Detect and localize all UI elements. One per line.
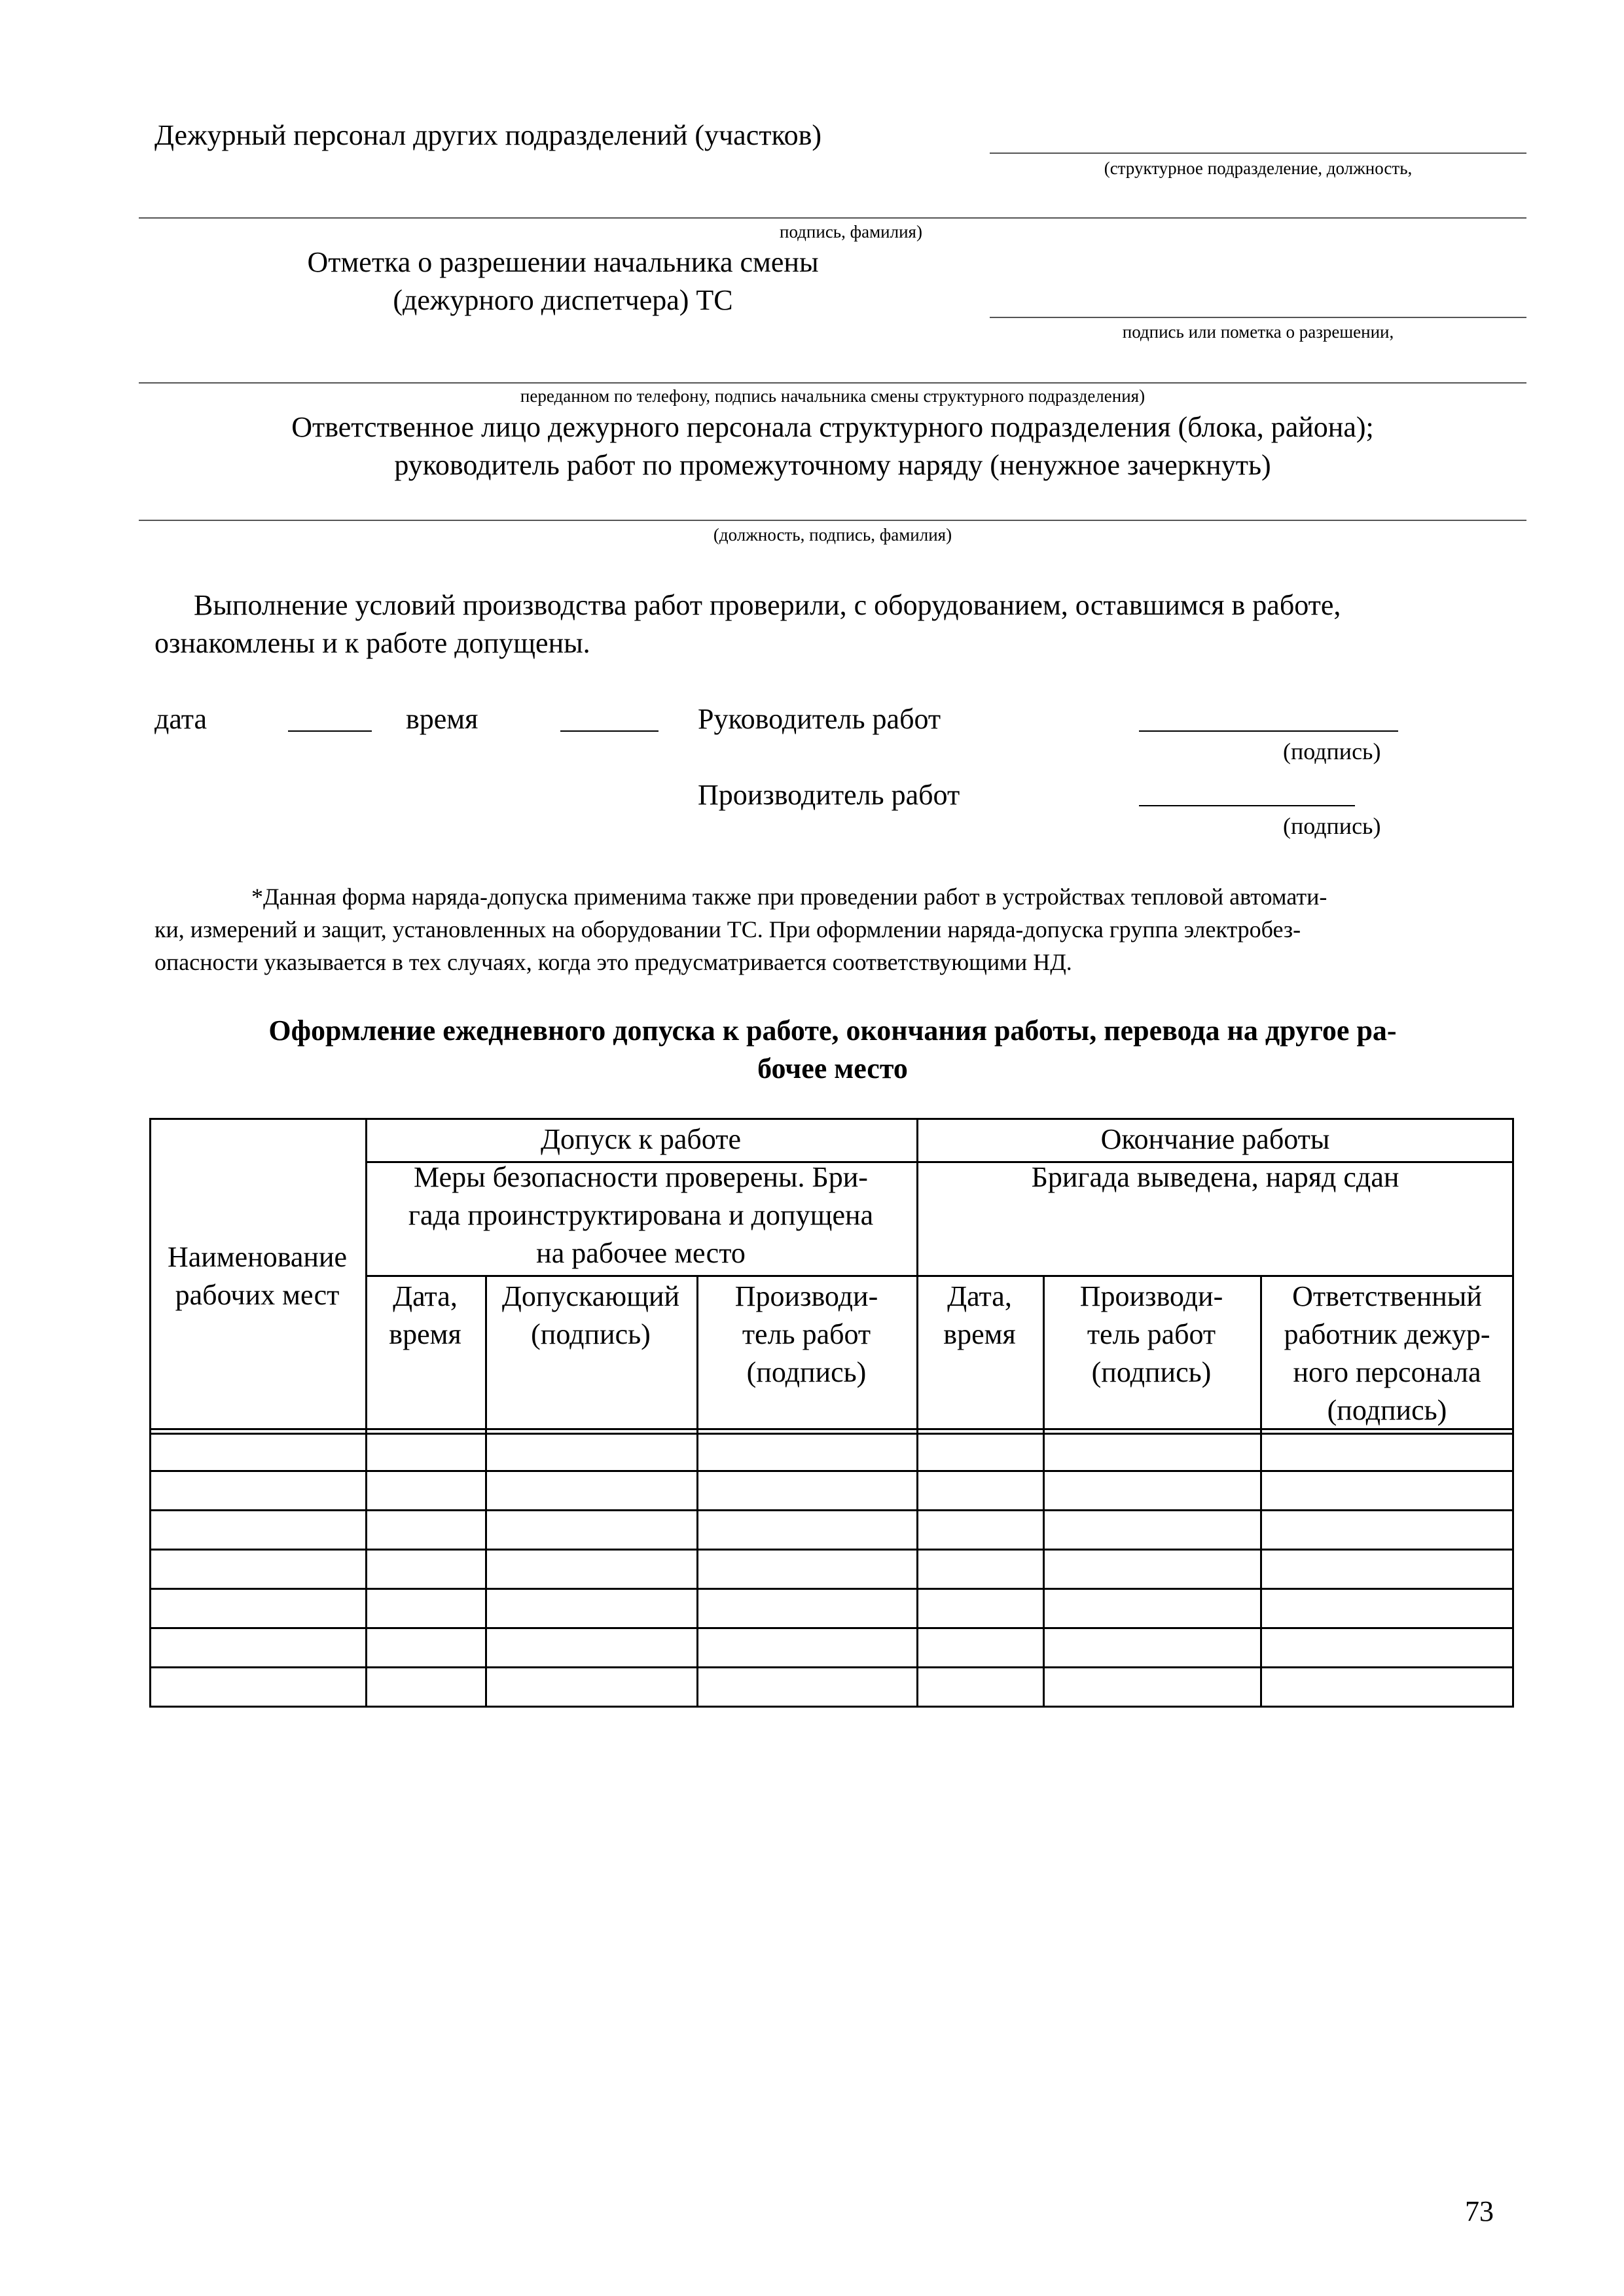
- header-producer-2-line: тель работ: [1087, 1318, 1216, 1350]
- table-border-left: [149, 1118, 151, 1707]
- header-producer-1: [696, 1278, 916, 1391]
- producer-signature-line[interactable]: [1139, 805, 1355, 806]
- duty-staff-label: Дежурный персонал других подразделений (участков): [154, 119, 822, 151]
- permission-line-2: [139, 382, 1526, 384]
- header-admission-note-line: гада проинструктирована и допущена: [408, 1199, 874, 1231]
- header-date-1-line: Дата,: [393, 1280, 458, 1312]
- header-admitting-line: (подпись): [531, 1318, 651, 1350]
- table-border-bottom: [149, 1706, 1514, 1708]
- header-workplace-line: рабочих мест: [175, 1279, 340, 1311]
- duty-staff-line-2: [139, 217, 1526, 219]
- header-responsible-line: работник дежур-: [1284, 1318, 1490, 1350]
- table-row-line: [149, 1666, 1514, 1668]
- table-row-line: [149, 1470, 1514, 1472]
- permission-label-2: (дежурного диспетчера) ТС: [393, 284, 733, 316]
- permission-line: [990, 317, 1526, 318]
- header-admitting-line: Допускающий: [501, 1280, 680, 1312]
- header-producer-2: [1043, 1278, 1260, 1391]
- table-line-note: [365, 1275, 1514, 1277]
- table-row-line: [149, 1509, 1514, 1511]
- header-date-2-line: время: [943, 1318, 1016, 1350]
- table-row-line: [149, 1549, 1514, 1551]
- duty-staff-caption-1: (структурное подразделение, должность,: [1104, 158, 1413, 178]
- producer-signature-caption: (подпись): [1283, 813, 1381, 839]
- section-title-line-2: бочее место: [757, 1052, 908, 1085]
- header-admitting: [485, 1278, 696, 1354]
- time-label: время: [406, 703, 478, 735]
- responsible-line: [139, 520, 1526, 521]
- responsible-caption: (должность, подпись, фамилия): [713, 525, 952, 545]
- footnote-line-3: опасности указывается в тех случаях, когда это предусматривается соответствующими НД.: [154, 949, 1072, 975]
- manager-label: Руководитель работ: [698, 703, 941, 735]
- table-col-line: [916, 1118, 918, 1707]
- header-date-2: [916, 1278, 1043, 1354]
- table-row-line: [149, 1627, 1514, 1629]
- permission-caption-2: переданном по телефону, подпись начальника смены структурного подразделения): [520, 386, 1146, 406]
- footnote-line-1: *Данная форма наряда-допуска применима также при проведении работ в устройствах тепловой автомати-: [251, 884, 1327, 910]
- header-responsible: [1260, 1278, 1514, 1429]
- header-date-1-line: время: [389, 1318, 461, 1350]
- footnote-line-2: ки, измерений и защит, установленных на оборудовании ТС. При оформлении наряда-допуска группа электробез-: [154, 916, 1301, 942]
- verification-line-1: Выполнение условий производства работ проверили, с оборудованием, оставшимся в работе,: [194, 589, 1341, 621]
- section-title-line-1: Оформление ежедневного допуска к работе, окончания работы, перевода на другое ра-: [268, 1014, 1397, 1047]
- table-row-line: [149, 1588, 1514, 1590]
- header-admission-note: [365, 1158, 916, 1272]
- duty-staff-line: [990, 152, 1526, 154]
- header-producer-1-line: Производи-: [734, 1280, 878, 1312]
- header-producer-1-line: (подпись): [746, 1356, 867, 1388]
- page-number: 73: [1465, 2195, 1494, 2227]
- header-date-2-line: Дата,: [947, 1280, 1012, 1312]
- header-responsible-line: Ответственный: [1292, 1280, 1482, 1312]
- header-responsible-line: ного персонала: [1293, 1356, 1481, 1388]
- header-completion-note: Бригада выведена, наряд сдан: [1031, 1161, 1399, 1193]
- table-border-top: [149, 1118, 1514, 1120]
- header-responsible-line: (подпись): [1327, 1394, 1447, 1426]
- header-producer-2-line: (подпись): [1091, 1356, 1212, 1388]
- header-admission-note-line: на рабочее место: [536, 1237, 746, 1269]
- producer-label: Производитель работ: [698, 779, 960, 811]
- date-label: дата: [154, 703, 208, 735]
- verification-line-2: ознакомлены и к работе допущены.: [154, 627, 590, 659]
- header-completion-group: Окончание работы: [1100, 1123, 1330, 1155]
- header-workplace-line: Наименование: [167, 1241, 348, 1273]
- header-producer-1-line: тель работ: [742, 1318, 871, 1350]
- permission-label-1: Отметка о разрешении начальника смены: [307, 246, 819, 278]
- duty-staff-caption-2: подпись, фамилия): [780, 222, 922, 242]
- manager-signature-caption: (подпись): [1283, 738, 1381, 764]
- admission-table: [149, 1118, 1514, 1715]
- responsible-label-2: руководитель работ по промежуточному наряду (ненужное зачеркнуть): [394, 449, 1271, 481]
- header-workplace: [149, 1238, 365, 1314]
- responsible-label-1: Ответственное лицо дежурного персонала структурного подразделения (блока, района);: [291, 411, 1374, 443]
- header-date-1: [365, 1278, 485, 1354]
- header-producer-2-line: Производи-: [1079, 1280, 1223, 1312]
- manager-signature-line[interactable]: [1139, 730, 1398, 732]
- table-line-header-end-2: [149, 1433, 1514, 1435]
- header-admission-group: Допуск к работе: [541, 1123, 741, 1155]
- header-admission-note-line: Меры безопасности проверены. Бри-: [414, 1161, 868, 1193]
- permission-caption-1: подпись или пометка о разрешении,: [1122, 322, 1394, 342]
- date-field-line[interactable]: [288, 730, 372, 732]
- time-field-line[interactable]: [560, 730, 659, 732]
